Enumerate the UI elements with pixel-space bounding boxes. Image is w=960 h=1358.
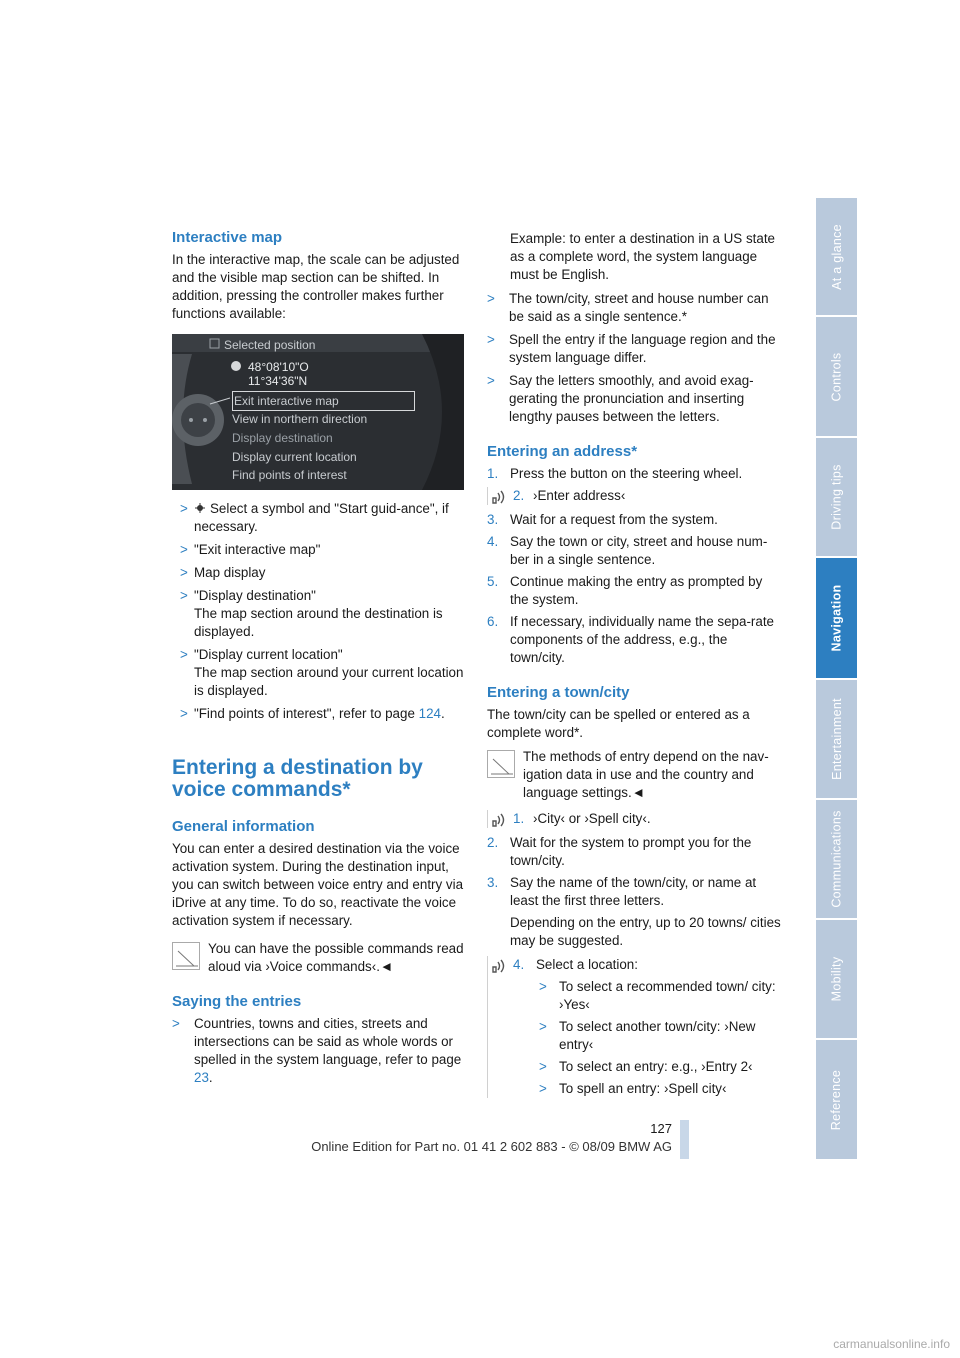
screen-title: Selected position: [224, 338, 316, 352]
left-column: [172, 228, 464, 1092]
bullet-spell-entry: > Spell the entry if the language region and the system language differ.: [487, 332, 776, 365]
page-number: 127: [650, 1121, 672, 1136]
tab-communications[interactable]: Communications: [816, 800, 857, 918]
watermark: carmanualsonline.info: [833, 1337, 950, 1351]
bullet-select-symbol: > Select a symbol and "Start guid-ance", if necessary.: [180, 501, 449, 534]
paragraph-interactive-map: In the interactive map, the scale can be adjusted and the visible map section can be shifted. In addition, pressing the controller makes further functions available:: [172, 252, 460, 321]
navigation-symbol-icon: [194, 502, 206, 514]
heading-general-information: General information: [172, 818, 315, 835]
screen-menu-item-north: View in northern direction: [232, 412, 368, 426]
screen-coord-1: 48°08'10"O: [248, 360, 309, 374]
bullet-single-sentence: > The town/city, street and house number can be said as a single sentence.*: [487, 291, 769, 324]
heading-entering-address: Entering an address*: [487, 443, 638, 460]
screen-menu-item-destination: Display destination: [232, 431, 333, 445]
tab-controls[interactable]: Controls: [816, 317, 857, 436]
town-step-2: 2. Wait for the system to prompt you for the town/city.: [487, 835, 752, 868]
heading-voice-destination: Entering a destination by voice commands*: [172, 756, 423, 801]
step4-bullet-entry-2: > To select an entry: e.g., ›Entry 2‹: [539, 1059, 753, 1074]
paragraph-town: The town/city can be spelled or entered as a complete word*.: [487, 707, 750, 740]
voice-command-icon: [490, 489, 508, 505]
page-link-23[interactable]: 23: [194, 1070, 209, 1085]
tab-navigation[interactable]: Navigation: [816, 558, 857, 678]
town-step-1: 1. ›City‹ or ›Spell city‹.: [487, 810, 783, 828]
step4-bullet-yes: > To select a recommended town/ city: ›Yes‹: [539, 979, 776, 1012]
address-step-3: 3. Wait for a request from the system.: [487, 512, 718, 527]
bullet-exit-map: > "Exit interactive map": [180, 542, 321, 557]
address-step-4: 4. Say the town or city, street and house num-ber in a single sentence.: [487, 534, 768, 567]
bullet-countries-towns: > Countries, towns and cities, streets and intersections can be said as whole words or spelled in the system language, refer to page 23.: [172, 1016, 462, 1085]
note-voice-commands: You can have the possible commands read aloud via ›Voice commands‹.◄: [172, 940, 464, 976]
bullet-say-letters: > Say the letters smoothly, and avoid exag-gerating the pronunciation and inserting lengthy pauses between the letters.: [487, 373, 754, 424]
footer-edition: Online Edition for Part no. 01 41 2 602 883 - © 08/09 BMW AG: [311, 1139, 672, 1154]
voice-command-icon: [490, 958, 508, 974]
screen-coord-2: 11°34'36"N: [248, 374, 308, 388]
tab-driving-tips[interactable]: Driving tips: [816, 438, 857, 556]
tab-reference[interactable]: Reference: [816, 1040, 857, 1159]
tab-entertainment[interactable]: Entertainment: [816, 680, 857, 798]
bullet-map-display: > Map display: [180, 565, 266, 580]
heading-interactive-map: Interactive map: [172, 229, 283, 246]
step4-bullet-new-entry: > To select another town/city: ›New entry‹: [539, 1019, 756, 1052]
town-step-3: 3. Say the name of the town/city, or name at least the first three letters.: [487, 875, 757, 908]
paragraph-general-information: You can enter a desired destination via the voice activation system. During the destination input, you can switch between voice entry and entry via iDrive at any time. To do so, reactivate the voice activation system if necessary.: [172, 841, 464, 928]
voice-command-icon: [490, 812, 508, 828]
town-step-4-box: [487, 956, 783, 1098]
address-step-1: 1. Press the button on the steering wheel.: [487, 466, 743, 481]
bullet-find-poi: > "Find points of interest", refer to page 124.: [180, 706, 445, 721]
tab-mobility[interactable]: Mobility: [816, 920, 857, 1038]
note-icon: [172, 942, 200, 970]
bullet-display-destination: > "Display destination" The map section around the destination is displayed.: [180, 588, 443, 639]
page-link-124[interactable]: 124: [418, 706, 441, 721]
bullet-display-location: > "Display current location" The map section around your current location is displayed.: [180, 647, 464, 698]
heading-saying-entries: Saying the entries: [172, 993, 302, 1010]
screen-menu-item-poi: Find points of interest: [232, 468, 347, 482]
idrive-screenshot: [172, 334, 464, 490]
page-marker-bar: [680, 1120, 689, 1159]
right-column: [487, 230, 783, 1102]
tab-at-a-glance[interactable]: At a glance: [816, 198, 857, 315]
note-entry-methods: The methods of entry depend on the nav-igation data in use and the country and language settings.◄: [487, 748, 783, 802]
heading-entering-town: Entering a town/city: [487, 684, 630, 701]
note-icon: [487, 750, 515, 778]
screen-menu-item-location: Display current location: [232, 450, 357, 464]
step4-bullet-spell-city: > To spell an entry: ›Spell city‹: [539, 1081, 727, 1096]
address-step-2: 2. ›Enter address‹: [487, 487, 783, 505]
town-step-3-extra: Depending on the entry, up to 20 towns/ cities may be suggested.: [510, 915, 781, 948]
paragraph-example: Example: to enter a destination in a US state as a complete word, the system language must be English.: [510, 231, 775, 282]
screen-menu-item-exit: Exit interactive map: [232, 391, 415, 411]
address-step-6: 6. If necessary, individually name the sepa-rate components of the address, e.g., the town/city.: [487, 614, 774, 665]
address-step-5: 5. Continue making the entry as prompted by the system.: [487, 574, 763, 607]
town-step-4: 4. Select a location:: [513, 957, 638, 972]
